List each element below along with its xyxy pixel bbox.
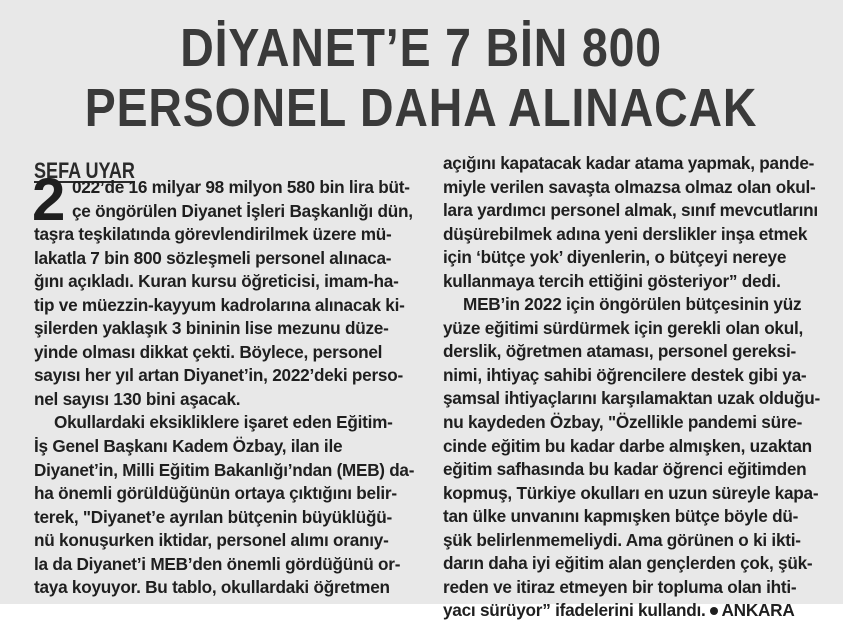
article-line: şilerden yaklaşık 3 bininin lise mezunu düze- — [34, 318, 389, 339]
article-line: Okullardaki eksikliklere işaret eden Eğitim- — [54, 412, 393, 433]
article-line: cinde eğitim bu kadar darbe almışken, uzaktan — [443, 435, 812, 456]
headline-line-2: PERSONEL DAHA ALINACAK — [85, 78, 758, 138]
article-line-last — [443, 599, 823, 623]
article-line: için ‘bütçe yok’ diyenlerin, o bütçeyi nereye — [443, 247, 787, 268]
article-line: eğitim safhasında bu kadar öğrenci eğitimden — [443, 459, 807, 480]
article-line: düşürebilmek adına yeni derslikler inşa etmek — [443, 223, 808, 244]
article-line: tan ülke unvanını kapmışken bütçe böyle dü- — [443, 506, 799, 527]
article-line: yüze eğitimi sürdürmek için gerekli olan okul, — [443, 317, 804, 338]
article-line: ha önemli görüldüğünün ortaya çıktığını belir- — [34, 483, 397, 504]
article-line: yinde olması dikkat çekti. Böylece, personel — [34, 341, 383, 362]
dateline: ANKARA — [721, 600, 795, 621]
article-line: İş Genel Başkanı Kadem Özbay, ilan ile — [34, 436, 343, 457]
article-line: nü konuşurken iktidar, personel alımı oranıy- — [34, 530, 389, 551]
article-line: tip ve müezzin-kayyum kadrolarına alınacak ki- — [34, 294, 405, 315]
article-line: reden ve itiraz etmeyen bir topluma olan ihti- — [443, 576, 797, 597]
article-line: açığını kapatacak kadar atama yapmak, pande- — [443, 153, 815, 173]
bullet-dot-icon — [710, 607, 718, 615]
article-line: taşra teşkilatında görevlendirilmek üzere mü- — [34, 224, 392, 245]
article-line: miyle verilen savaşta olmazsa olmaz olan okul- — [443, 176, 816, 197]
article-line: nimi, ihtiyaç sahibi öğrencilere destek gibi ya- — [443, 364, 807, 385]
article-line: MEB’in 2022 için öngörülen bütçesinin yüz — [463, 294, 802, 315]
article-line: 022’de 16 milyar 98 milyon 580 bin lira büt- — [72, 177, 410, 197]
headline-line-1: DİYANET’E 7 BİN 800 — [180, 18, 663, 78]
article-line: kullanmaya tercih ettiğini gösteriyor” dedi. — [443, 270, 781, 291]
article-line: darın daha iyi eğitim alan gençlerden çok, şük- — [443, 553, 813, 574]
byline: SEFA UYAR — [34, 158, 135, 183]
article-line: la da Diyanet’i MEB’den önemli gördüğünü or- — [34, 553, 401, 574]
article-line: kopmuş, Türkiye okulları en uzun süreyle kapa- — [443, 482, 819, 503]
article-line: lara yardımcı personel almak, sınıf mevcutlarını — [443, 200, 818, 221]
article-line: şamsal ihtiyaçlarını karşılamaktan uzak olduğu- — [443, 388, 821, 409]
article-line: çe öngörülen Diyanet İşleri Başkanlığı dün, — [72, 200, 413, 221]
article-line: lakatla 7 bin 800 sözleşmeli personel alınaca- — [34, 247, 392, 268]
article-column-right — [443, 152, 823, 623]
article-line: ğını açıkladı. Kuran kursu öğreticisi, imam-ha- — [34, 271, 399, 292]
article-line: taya koyuyor. Bu tablo, okullardaki öğretmen — [34, 577, 390, 598]
article-line: derslik, öğretmen ataması, personel gereksi- — [443, 341, 796, 362]
article-line: terek, "Diyanet’e ayrılan bütçenin büyüklüğü- — [34, 506, 392, 527]
article-line: şük belirlenmemeliydi. Ama görünen o ki ikti- — [443, 529, 801, 550]
drop-cap: 2 — [32, 166, 66, 233]
article-line: nu kaydeden Özbay, "Özellikle pandemi süre- — [443, 412, 803, 433]
article-line: yacı sürüyor” ifadelerini kullandı. — [443, 600, 706, 621]
article-line: sayısı her yıl artan Diyanet’in, 2022’deki perso- — [34, 365, 403, 386]
article-line: nel sayısı 130 bini aşacak. — [34, 388, 241, 409]
article-line: Diyanet’in, Milli Eğitim Bakanlığı’ndan (MEB) da- — [34, 459, 415, 480]
